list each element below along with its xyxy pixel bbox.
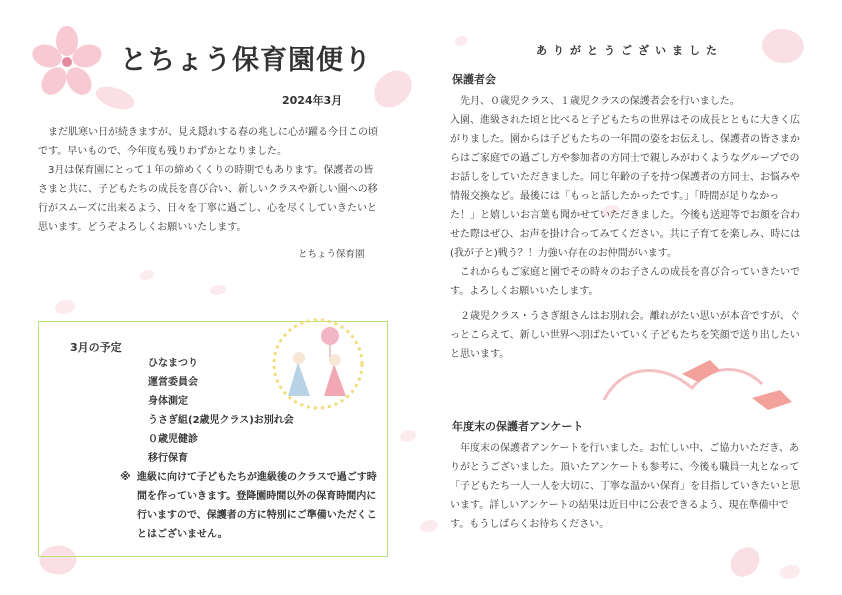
note-mark: ※ [120,470,131,483]
schedule-item: ひなまつり [148,358,198,369]
schedule-title: 3月の予定 [70,341,122,354]
schedule-item: うさぎ組(2歳児クラス)お別れ会 [148,415,294,426]
survey-body: 年度末の保護者アンケートを行いました。お忙しい中、ご協力いただき、ありがとうございました。頂いたアンケートも参考に、今後も職員一丸となって「子どもたち一人一人を大切に、丁寧な温かい保育」を目指していきたいと思います。詳しいアンケートの結果は近日中に公表できるよう、現在準備中です。もうしばらくお待ちください。 [450,443,800,530]
pta-body: 先月、０歳児クラス、１歳児クラスの保護者会を行いました。 入園、進級された頃と比べると子どもたちの世界はその成長とともに大きく広がりました。園からは子どもたちの一年間の姿をお伝えし、保護者の皆さまからはご家庭での過ごし方や参加者の方同士で親しみがわくようなグループでのお話しをしていただきました。同じ年齢の子を持つ保護者の方同士、お悩みや情報交換など。最後には「もっと話したかったです。」「時間が足りなかった！」と嬉しいお言葉も聞かせていただきました。今後も送迎等でお顔を合わせた際はぜひ、お声を掛け合ってみてください。共に子育てを楽しみ、時には(我が子と)戦う？！力強い存在のお仲間がいます。 これからもご家庭と園でその時々のお子さんの成長を喜び合っていきたいです。よろしくお願いいたします。 [450,96,801,297]
petal-decoration [727,545,763,580]
petal-decoration [455,36,467,46]
hina-doll-illustration [268,314,368,414]
schedule-note: 進級に向けて子どもたちが進級後のクラスで過ごす時間を作っていきます。登降園時間以外の保育時間内に行いますので、保護者の方に特別にご準備いただくことはございません。 [137,472,377,540]
bird-heart-illustration [592,354,802,424]
petal-decoration [400,430,416,442]
petal-decoration [756,20,809,72]
issue-date: 2024年3月 [282,94,343,107]
schedule-item: 身体測定 [148,396,188,407]
petal-decoration [420,520,438,532]
petal-decoration [780,565,800,579]
pta-heading: 保護者会 [452,73,496,86]
petal-decoration [368,66,417,112]
schedule-item: 移行保育 [148,453,188,464]
thanks-heading: ありがとうございました [536,44,723,57]
petal-decoration [140,270,154,280]
signature: とちょう保育園 [298,249,365,260]
usagi-body: ２歳児クラス・うさぎ組さんはお別れ会。離れがたい思いが本音ですが、ぐっとこらえて、新しい世界へ羽ばたいていく子どもたちを笑顔で送り出したいと思います。 [450,311,800,360]
newsletter-title: とちょう保育園便り [120,45,372,76]
cherry-blossom-icon [32,26,102,96]
petal-decoration [210,285,226,295]
petal-decoration [55,300,75,314]
schedule-item: ０歳児健診 [148,434,198,445]
intro-paragraph: まだ肌寒い日が続きますが、見え隠れする春の兆しに心が躍る今日この頃です。早いもので、今年度も残りわずかとなりました。 3月は保育園にとって１年の締めくくりの時期でもあります。保護者の皆さまと共に、子どもたちの成長を喜び合い、新しいクラスや新しい園への移行がスムーズに出来るよう、日々を丁寧に過ごし、心を尽くしていきたいと思います。どうぞよろしくお願いいたします。 [38,127,378,233]
schedule-item: 運営委員会 [148,377,198,388]
survey-heading: 年度末の保護者アンケート [452,420,584,433]
